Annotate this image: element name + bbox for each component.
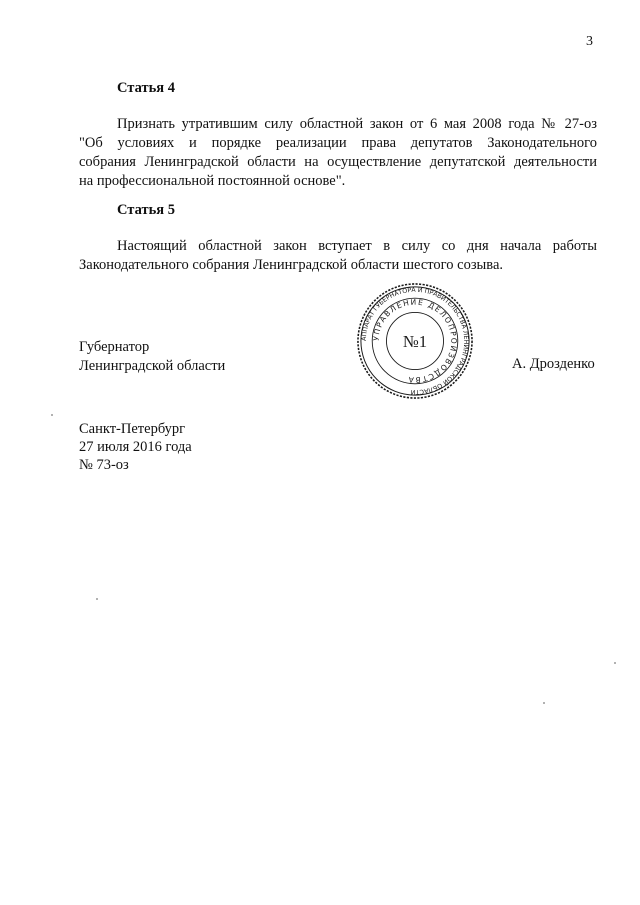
article-5-heading: Статья 5 bbox=[117, 202, 175, 218]
page-number: 3 bbox=[586, 34, 593, 49]
article-4-text bbox=[79, 115, 597, 191]
seal-center-number: №1 bbox=[402, 331, 428, 351]
article-5-line: Настоящий областной закон вступает в силу со дня начала работы bbox=[117, 238, 597, 254]
signature-title bbox=[79, 338, 225, 376]
scan-speck bbox=[614, 662, 616, 664]
scan-speck bbox=[51, 414, 53, 416]
article-4-heading: Статья 4 bbox=[117, 80, 175, 96]
article-4-line: собрания Ленинградской области на осуществление депутатской деятельности bbox=[79, 154, 597, 170]
seal-outer-text: АППАРАТ ГУБЕРНАТОРА И ПРАВИТЕЛЬСТВА ЛЕНИНГРАДСКОЙ ОБЛАСТИ bbox=[360, 286, 470, 396]
article-5-line: Законодательного собрания Ленинградской области шестого созыва. bbox=[79, 257, 504, 273]
official-seal bbox=[356, 282, 474, 400]
place-city: Санкт-Петербург bbox=[79, 421, 186, 437]
article-4-line: "Об условиях и порядке реализации права депутатов Законодательного bbox=[79, 135, 597, 151]
place-date: 27 июля 2016 года bbox=[79, 439, 192, 455]
article-5-text bbox=[79, 237, 597, 275]
article-4-line: Признать утратившим силу областной закон от 6 мая 2008 года № 27-оз bbox=[117, 116, 597, 132]
document-number: № 73-оз bbox=[79, 457, 129, 473]
document-place-date bbox=[79, 420, 192, 474]
signature-title-line: Ленинградской области bbox=[79, 358, 226, 374]
scan-speck bbox=[543, 702, 545, 704]
signature-name: А. Дрозденко bbox=[512, 356, 595, 372]
seal-inner-text: УПРАВЛЕНИЕ ДЕЛОПРОИЗВОДСТВА bbox=[371, 297, 459, 385]
article-4-line: на профессиональной постоянной основе". bbox=[79, 173, 346, 189]
scan-speck bbox=[96, 598, 98, 600]
signature-title-line: Губернатор bbox=[79, 339, 150, 355]
